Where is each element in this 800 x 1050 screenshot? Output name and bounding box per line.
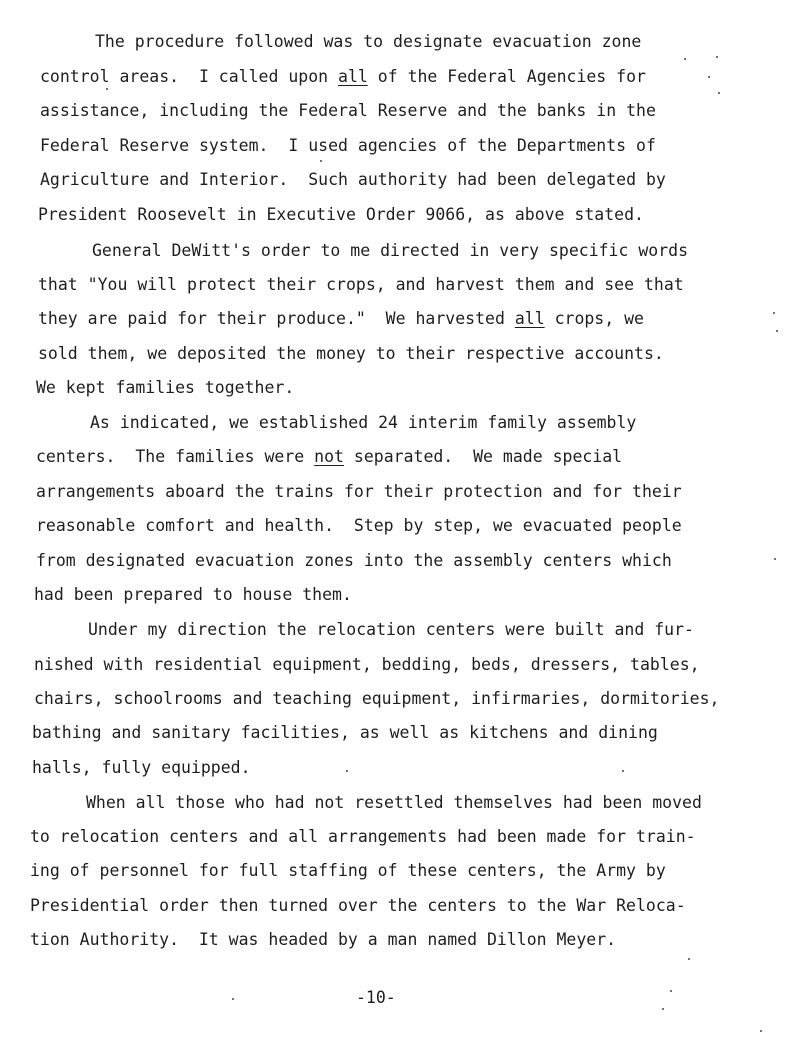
text-segment: When all those who had not resettled themselves had been moved <box>86 793 702 812</box>
text-line <box>90 413 636 433</box>
text-segment: reasonable comfort and health. Step by step, we evacuated people <box>36 516 682 535</box>
text-segment: assistance, including the Federal Reserve and the banks in the <box>40 101 656 120</box>
text-segment: Federal Reserve system. I used agencies of the Departments of <box>40 136 656 155</box>
scan-speck <box>760 1030 762 1032</box>
text-segment: that "You will protect their crops, and harvest them and see that <box>38 275 684 294</box>
text-line <box>88 620 694 640</box>
text-segment: nished with residential equipment, bedding, beds, dressers, tables, <box>34 655 700 674</box>
text-line <box>95 32 641 52</box>
underlined-word: not <box>314 447 344 466</box>
text-segment: President Roosevelt in Executive Order 9066, as above stated. <box>38 205 644 224</box>
text-line <box>30 896 686 916</box>
scan-speck <box>716 56 718 58</box>
scan-speck <box>708 76 710 78</box>
text-segment: separated. We made special <box>343 447 623 466</box>
text-line <box>32 758 251 778</box>
text-segment: to relocation centers and all arrangements had been made for train- <box>30 827 696 846</box>
text-segment: ing of personnel for full staffing of these centers, the Army by <box>30 861 666 880</box>
text-line <box>36 551 672 571</box>
underlined-word: all <box>338 67 368 86</box>
text-segment: Under my direction the relocation centers were built and fur- <box>88 620 694 639</box>
text-line <box>38 275 684 295</box>
text-line <box>34 585 352 605</box>
text-line <box>40 101 656 121</box>
text-line <box>36 378 294 398</box>
text-line <box>34 655 700 675</box>
scan-speck <box>718 92 720 94</box>
text-segment: arrangements aboard the trains for their protection and for their <box>36 482 682 501</box>
text-line <box>36 482 682 502</box>
text-segment: Presidential order then turned over the centers to the War Reloca- <box>30 896 686 915</box>
text-line <box>36 447 622 467</box>
scan-speck <box>684 58 686 60</box>
text-segment: they are paid for their produce." We harvested <box>38 309 515 328</box>
text-segment: of the Federal Agencies for <box>367 67 646 86</box>
text-segment: As indicated, we established 24 interim family assembly <box>90 413 637 432</box>
scan-speck <box>776 330 778 332</box>
scan-speck <box>773 312 775 314</box>
text-line <box>38 205 644 225</box>
text-line <box>40 136 656 156</box>
scan-speck <box>662 1008 664 1010</box>
scan-speck <box>688 958 690 960</box>
text-line <box>38 309 644 329</box>
text-line <box>92 241 688 261</box>
text-line <box>32 723 658 743</box>
text-segment: sold them, we deposited the money to their respective accounts. <box>38 344 664 363</box>
text-line <box>30 827 696 847</box>
text-segment: bathing and sanitary facilities, as well as kitchens and dining <box>32 723 658 742</box>
text-segment: General DeWitt's order to me directed in very specific words <box>92 241 689 260</box>
text-line <box>86 793 702 813</box>
underlined-word: all <box>514 309 545 328</box>
text-segment: Agriculture and Interior. Such authority had been delegated by <box>40 170 666 189</box>
text-segment: tion Authority. It was headed by a man named Dillon Meyer. <box>30 930 617 949</box>
text-segment: had been prepared to house them. <box>34 585 352 604</box>
text-line <box>30 861 666 881</box>
text-line <box>34 689 719 709</box>
text-segment: chairs, schoolrooms and teaching equipment, infirmaries, dormitories, <box>34 689 720 708</box>
text-line <box>36 516 682 536</box>
text-segment: halls, fully equipped. <box>32 758 251 777</box>
text-segment: We kept families together. <box>36 378 295 397</box>
scan-speck <box>774 558 776 560</box>
text-segment: from designated evacuation zones into the assembly centers which <box>36 551 672 570</box>
scan-speck <box>320 160 322 162</box>
text-line <box>40 170 666 190</box>
text-segment: The procedure followed was to designate evacuation zone <box>95 32 642 51</box>
text-line <box>38 344 664 364</box>
scan-speck <box>670 990 672 992</box>
text-line <box>30 930 616 950</box>
page-number: -10- <box>356 988 396 1007</box>
scan-speck <box>346 770 348 772</box>
scan-speck <box>622 770 624 772</box>
scan-speck <box>106 88 108 90</box>
text-segment: centers. The families were <box>36 447 315 466</box>
text-segment: control areas. I called upon <box>40 67 339 86</box>
text-segment: crops, we <box>544 309 644 328</box>
scan-speck <box>232 998 234 1000</box>
text-line <box>40 67 646 87</box>
